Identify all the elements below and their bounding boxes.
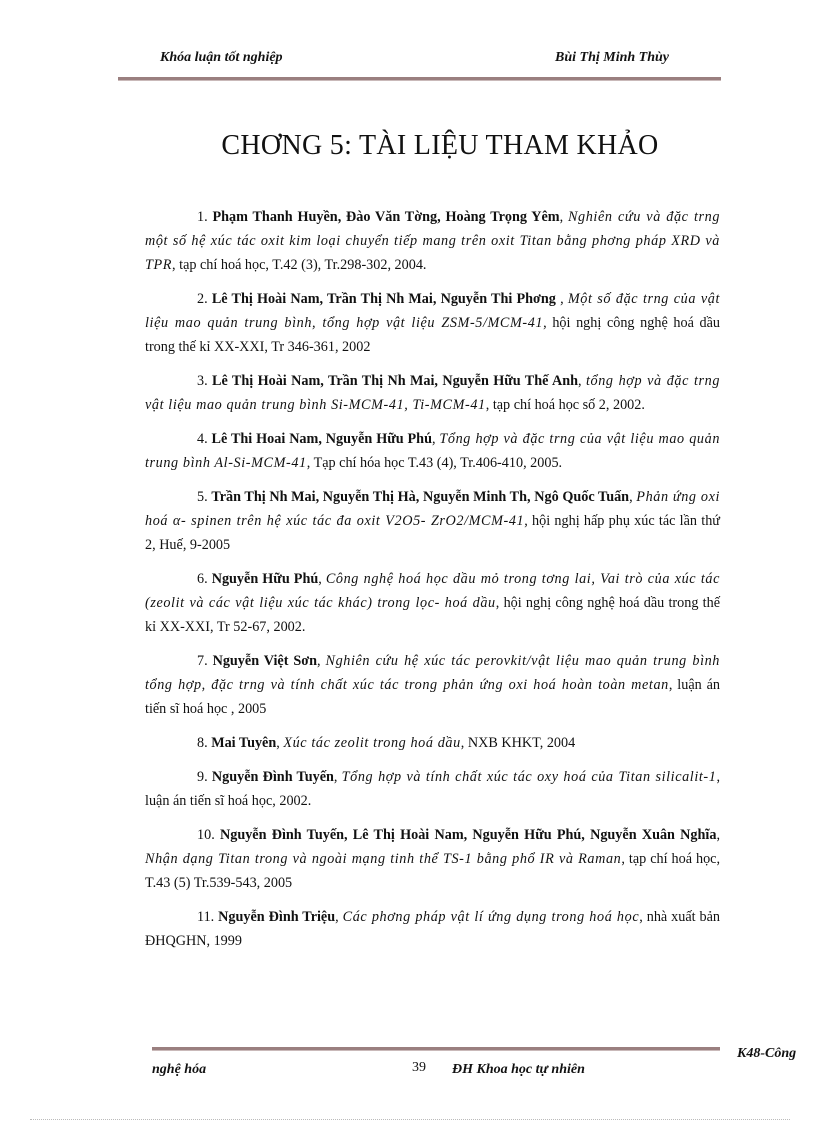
footer-university: ĐH Khoa học tự nhiên [452, 1062, 585, 1077]
reference-item: 4. Lê Thi Hoai Nam, Nguyễn Hữu Phú, Tổng hợp và đặc trng của vật liệu mao quản trung bình Al-Si-MCM-41, Tạp chí hóa học T.43 (4), Tr.406-410, 2005. [145, 431, 721, 471]
reference-source: nhà xuất bản ĐHQGHN, 1999 [145, 909, 721, 949]
reference-source: tạp chí hoá học số 2, 2002. [492, 397, 645, 413]
reference-number: 8. [197, 735, 208, 751]
reference-source: luận án tiến sĩ hoá học, 2002. [145, 793, 312, 809]
reference-number: 5. [197, 489, 208, 505]
page-number: 39 [412, 1060, 426, 1075]
reference-source: tạp chí hoá học, T.43 (5) Tr.539-543, 2005 [145, 851, 721, 891]
reference-source: NXB KHKT, 2004 [467, 735, 576, 751]
reference-authors: Nguyễn Đình Triệu [218, 909, 336, 925]
page-bottom-border [30, 1119, 790, 1120]
reference-item: 10. Nguyễn Đình Tuyến, Lê Thị Hoài Nam, Nguyễn Hữu Phú, Nguyễn Xuân Nghĩa, Nhận dạng Titan trong và ngoài mạng tinh thể TS-1 bằng phổ IR và Raman, tạp chí hoá học, T.43 (5) Tr.539-543, 2005 [145, 827, 721, 891]
reference-title: Công nghệ hoá học dầu mỏ trong tơng lai, Vai trò của xúc tác (zeolit và các vật liệu xúc tác khác) trong lọc- hoá dầu [145, 571, 720, 611]
reference-source: Tạp chí hóa học T.43 (4), Tr.406-410, 2005. [313, 455, 563, 471]
reference-number: 2. [197, 291, 208, 307]
header-left-title: Khóa luận tốt nghiệp [160, 50, 283, 65]
reference-item: 8. Mai Tuyên, Xúc tác zeolit trong hoá dầu, NXB KHKT, 2004 [197, 735, 576, 751]
reference-number: 10. [197, 827, 215, 843]
reference-list [145, 205, 720, 963]
reference-number: 3. [197, 373, 208, 389]
reference-item: 11. Nguyễn Đình Triệu, Các phơng pháp vật lí ứng dụng trong hoá học, nhà xuất bản ĐHQGHN, 1999 [145, 909, 721, 949]
reference-title: tổng hợp và đặc trng vật liệu mao quản trung bình Si-MCM-41, Ti-MCM-41 [145, 373, 721, 413]
reference-source: luận án tiến sĩ hoá học , 2005 [145, 677, 720, 717]
reference-authors: Lê Thi Hoai Nam, Nguyễn Hữu Phú [211, 431, 432, 447]
reference-authors: Lê Thị Hoài Nam, Trần Thị Nh Mai, Nguyễn Hữu Thế Anh [212, 373, 579, 389]
reference-item: 6. Nguyễn Hữu Phú, Công nghệ hoá học dầu mỏ trong tơng lai, Vai trò của xúc tác (zeolit và các vật liệu xúc tác khác) trong lọc- hoá dầu, hội nghị công nghệ hoá dầu trong thế kỉ XX-XXI, Tr 52-67, 2002. [145, 571, 721, 635]
header-author: Bùi Thị Minh Thùy [555, 50, 669, 65]
reference-authors: Mai Tuyên [211, 735, 277, 751]
reference-title: Tổng hợp và đặc trng của vật liệu mao quản trung bình Al-Si-MCM-41 [145, 431, 721, 471]
reference-number: 9. [197, 769, 208, 785]
reference-item: 1. Phạm Thanh Huyền, Đào Văn Tờng, Hoàng Trọng Yêm, Nghiên cứu và đặc trng một số hệ xúc tác oxit kim loại chuyển tiếp mang trên oxit Titan bằng phơng pháp XRD và TPR, tạp chí hoá học, T.42 (3), Tr.298-302, 2004. [145, 209, 721, 273]
reference-authors: Trần Thị Nh Mai, Nguyễn Thị Hà, Nguyễn Minh Th, Ngô Quốc Tuấn [211, 489, 630, 505]
reference-title: Phản ứng oxi hoá α- spinen trên hệ xúc tác đa oxit V2O5- ZrO2/MCM-41 [145, 489, 721, 529]
reference-source: hội nghị công nghệ hoá dầu trong thế kỉ XX-XXI, Tr 346-361, 2002 [145, 315, 720, 355]
reference-authors: Lê Thị Hoài Nam, Trần Thị Nh Mai, Nguyễn Thi Phơng [211, 291, 556, 307]
reference-title: Xúc tác zeolit trong hoá dầu [283, 735, 461, 751]
footer-divider [152, 1047, 720, 1051]
reference-item: 9. Nguyễn Đình Tuyến, Tổng hợp và tính chất xúc tác oxy hoá của Titan silicalit-1, luận án tiến sĩ hoá học, 2002. [145, 769, 720, 809]
reference-authors: Nguyễn Hữu Phú [211, 571, 319, 587]
header-divider [118, 77, 721, 81]
footer-class-label: K48-Công [737, 1046, 797, 1061]
reference-number: 11. [197, 909, 215, 925]
reference-title: Nghiên cứu hệ xúc tác perovkit/vật liệu mao quản trung bình tổng hợp, đặc trng và tính chất xúc tác trong phản ứng oxi hoá hoàn toàn metan [145, 653, 721, 693]
reference-number: 1. [197, 209, 208, 225]
reference-authors: Nguyễn Việt Sơn [212, 653, 318, 669]
reference-title: Một số đặc trng của vật liệu mao quản trung bình, tổng hợp vật liệu ZSM-5/MCM-41 [145, 291, 720, 331]
reference-authors: Phạm Thanh Huyền, Đào Văn Tờng, Hoàng Trọng Yêm [212, 209, 560, 225]
reference-source: hội nghị công nghệ hoá dầu trong thế kỉ XX-XXI, Tr 52-67, 2002. [145, 595, 721, 635]
reference-item: 5. Trần Thị Nh Mai, Nguyễn Thị Hà, Nguyễn Minh Th, Ngô Quốc Tuấn, Phản ứng oxi hoá α- spinen trên hệ xúc tác đa oxit V2O5- ZrO2/MCM-41, hội nghị hấp phụ xúc tác lần thứ 2, Huế, 9-2005 [145, 489, 721, 553]
reference-number: 7. [197, 653, 208, 669]
reference-source: tạp chí hoá học, T.42 (3), Tr.298-302, 2004. [179, 257, 427, 273]
reference-authors: Nguyễn Đình Tuyến [211, 769, 334, 785]
reference-title: Tổng hợp và tính chất xúc tác oxy hoá của Titan silicalit-1 [341, 769, 717, 785]
reference-title: Nhận dạng Titan trong và ngoài mạng tinh thể TS-1 bằng phổ IR và Raman [145, 851, 622, 867]
footer-major-label: nghệ hóa [152, 1062, 207, 1077]
reference-number: 4. [197, 431, 208, 447]
reference-title: Các phơng pháp vật lí ứng dụng trong hoá học [342, 909, 640, 925]
reference-source: hội nghị hấp phụ xúc tác lần thứ 2, Huế, 9-2005 [145, 513, 720, 553]
reference-item: 3. Lê Thị Hoài Nam, Trần Thị Nh Mai, Nguyễn Hữu Thế Anh, tổng hợp và đặc trng vật liệu mao quản trung bình Si-MCM-41, Ti-MCM-41, tạp chí hoá học số 2, 2002. [145, 373, 721, 413]
reference-item: 2. Lê Thị Hoài Nam, Trần Thị Nh Mai, Nguyễn Thi Phơng , Một số đặc trng của vật liệu mao quản trung bình, tổng hợp vật liệu ZSM-5/MCM-41, hội nghị công nghệ hoá dầu trong thế kỉ XX-XXI, Tr 346-361, 2002 [145, 291, 720, 355]
chapter-title: CHƠNG 5: TÀI LIỆU THAM KHẢO [221, 130, 659, 161]
reference-item: 7. Nguyễn Việt Sơn, Nghiên cứu hệ xúc tác perovkit/vật liệu mao quản trung bình tổng hợp, đặc trng và tính chất xúc tác trong phản ứng oxi hoá hoàn toàn metan, luận án tiến sĩ hoá học , 2005 [145, 653, 721, 717]
reference-authors: Nguyễn Đình Tuyến, Lê Thị Hoài Nam, Nguyễn Hữu Phú, Nguyễn Xuân Nghĩa [219, 827, 717, 843]
reference-title: Nghiên cứu và đặc trng một số hệ xúc tác oxit kim loại chuyển tiếp mang trên oxit Titan bằng phơng pháp XRD và TPR [145, 209, 721, 273]
reference-number: 6. [197, 571, 208, 587]
